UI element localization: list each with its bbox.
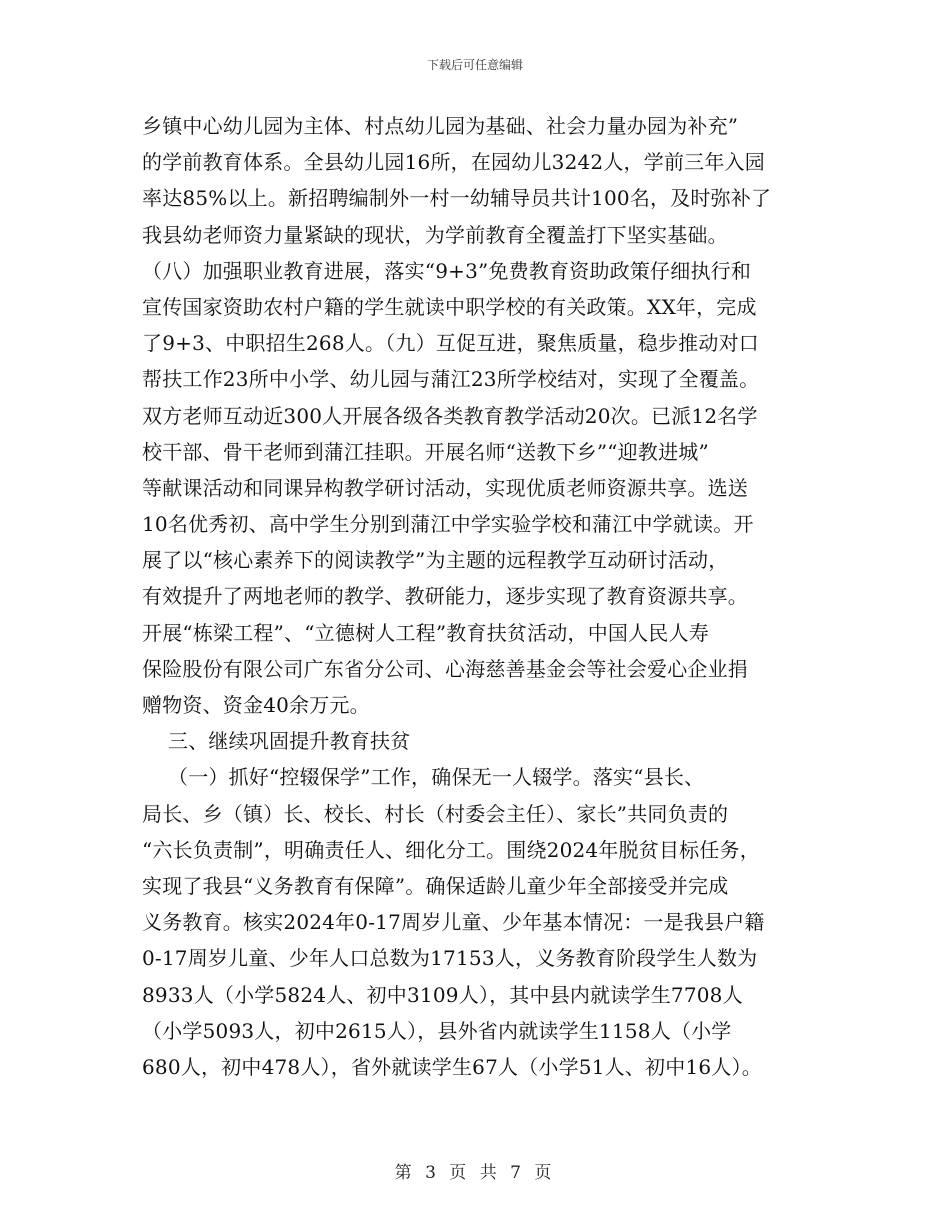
text-line: （小学5093人，初中2615人），县外省内就读学生1158人（小学 xyxy=(142,1018,732,1043)
document-body xyxy=(142,108,832,1085)
text-line: 乡镇中心幼儿园为主体、村点幼儿园为基础、社会力量办园为补充” xyxy=(142,114,739,138)
section-heading: 三、继续巩固提升教育扶贫 xyxy=(168,729,411,754)
text-line: 我县幼老师资力量紧缺的现状，为学前教育全覆盖打下坚实基础。 xyxy=(142,222,728,247)
text-line: 保险股份有限公司广东省分公司、心海慈善基金会等社会爱心企业捐 xyxy=(142,656,748,681)
text-line: 的学前教育体系。全县幼儿园16所，在园幼儿3242人，学前三年入园 xyxy=(142,150,765,175)
text-line: 校干部、骨干老师到蒲江挂职。开展名师“送教下乡”“迎教进城” xyxy=(142,439,709,464)
text-line: 展了以“核心素养下的阅读教学”为主题的远程教学互动研讨活动， xyxy=(142,548,729,573)
text-line: 赠物资、资金40余万元。 xyxy=(142,693,370,717)
text-line: 宣传国家资助农村户籍的学生就读中职学校的有关政策。XX年，完成 xyxy=(142,294,757,319)
text-line: 0-17周岁儿童、少年人口总数为17153人，义务教育阶段学生人数为 xyxy=(142,946,758,971)
text-line: 帮扶工作23所中小学、幼儿园与蒲江23所学校结对，实现了全覆盖。 xyxy=(142,367,760,392)
text-line: 开展“栋梁工程”、“立德树人工程”教育扶贫活动，中国人民人寿 xyxy=(142,620,709,645)
page-number: 第 3 页 共 7 页 xyxy=(394,1163,556,1183)
text-line: 8933人（小学5824人、初中3109人），其中县内就读学生7708人 xyxy=(142,982,743,1007)
text-line: 双方老师互动近300人开展各级各类教育教学活动20次。已派12名学 xyxy=(142,403,758,428)
page-header: 下载后可任意编辑 xyxy=(426,58,523,72)
text-line: 10名优秀初、高中学生分别到蒲江中学实验学校和蒲江中学就读。开 xyxy=(142,512,754,537)
text-line: 了9+3、中职招生268人。（九）互促互进，聚焦质量，稳步推动对口 xyxy=(142,331,759,356)
text-line: 率达85%以上。新招聘编制外一村一幼辅导员共计100名，及时弥补了 xyxy=(142,186,772,211)
text-line: （八）加强职业教育进展，落实“9+3”免费教育资助政策仔细执行和 xyxy=(142,258,752,283)
text-line: 680人，初中478人），省外就读学生67人（小学51人、初中16人）。 xyxy=(142,1054,762,1079)
text-line: “六长负责制”，明确责任人、细化分工。围绕2024年脱贫目标任务， xyxy=(142,837,760,862)
text-line: （一）抓好“控辍保学”工作，确保无一人辍学。落实“县长、 xyxy=(168,765,705,790)
text-line: 实现了我县“义务教育有保障”。确保适龄儿童少年全部接受并完成 xyxy=(142,873,729,898)
text-line: 有效提升了两地老师的教学、教研能力，逐步实现了教育资源共享。 xyxy=(142,584,748,609)
text-line: 等献课活动和同课异构教学研讨活动，实现优质老师资源共享。选送 xyxy=(142,475,748,500)
text-line: 局长、乡（镇）长、校长、村长（村委会主任）、家长”共同负责的 xyxy=(142,801,729,826)
text-line: 义务教育。核实2024年0-17周岁儿童、少年基本情况：一是我县户籍 xyxy=(142,910,765,935)
